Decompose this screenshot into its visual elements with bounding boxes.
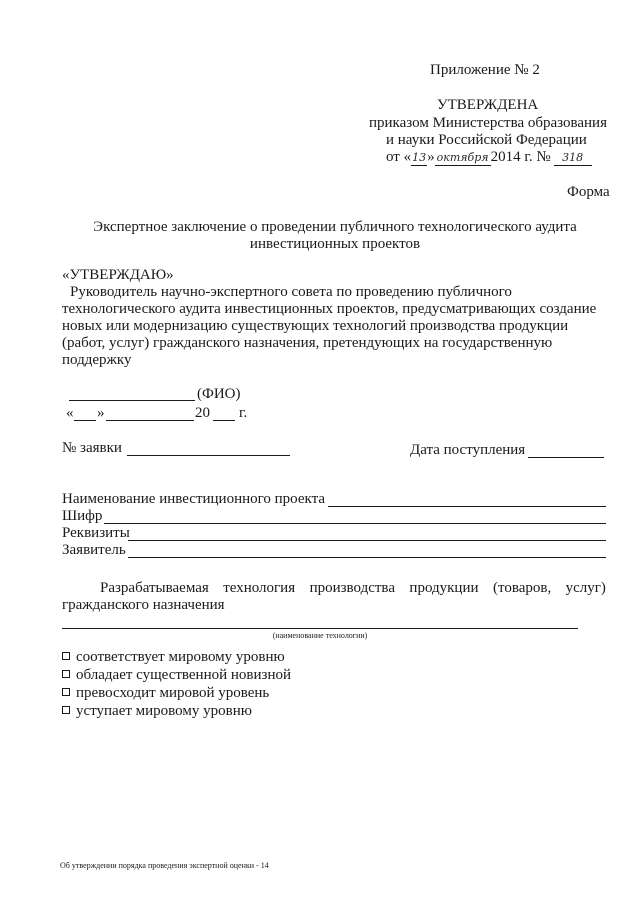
technology-word: технология bbox=[223, 580, 296, 596]
technology-word: Разрабатываемая bbox=[100, 580, 209, 596]
option-label: соответствует мировому уровню bbox=[76, 649, 285, 665]
approve-line-1: Руководитель научно-экспертного совета по проведению публичного bbox=[70, 284, 512, 300]
code-label: Шифр bbox=[62, 508, 103, 524]
order-date-year: 2014 г. № bbox=[490, 149, 551, 165]
approve-line-4: (работ, услуг) гражданского назначения, претендующих на государственную bbox=[62, 335, 553, 351]
approve-year-prefix: 20 bbox=[195, 405, 210, 421]
order-date-prefix: от « bbox=[386, 149, 412, 165]
technology-word: продукции bbox=[409, 580, 479, 596]
appendix-label: Приложение № 2 bbox=[430, 62, 540, 78]
checkbox[interactable] bbox=[62, 706, 70, 714]
applicant-field[interactable] bbox=[128, 557, 606, 558]
approve-date-open: « bbox=[66, 405, 74, 421]
approve-line-5: поддержку bbox=[62, 352, 132, 368]
approve-line-3: новых или модернизацию существующих технологий производства продукции bbox=[62, 318, 569, 334]
project-name-field[interactable] bbox=[328, 506, 606, 507]
approve-year-suffix: г. bbox=[239, 405, 248, 421]
document-title-line-2: инвестиционных проектов bbox=[249, 236, 421, 252]
checkbox[interactable] bbox=[62, 652, 70, 660]
approve-date-month-line[interactable] bbox=[106, 420, 194, 421]
approved-label: УТВЕРЖДЕНА bbox=[437, 97, 539, 113]
option-exceeds[interactable] bbox=[62, 684, 269, 702]
approve-date-day-line[interactable] bbox=[74, 420, 96, 421]
application-number-field[interactable] bbox=[127, 455, 290, 456]
order-date-month: октября bbox=[435, 150, 491, 166]
approve-heading: «УТВЕРЖДАЮ» bbox=[62, 267, 174, 283]
checkbox[interactable] bbox=[62, 688, 70, 696]
checkbox[interactable] bbox=[62, 670, 70, 678]
technology-word: услуг) bbox=[565, 580, 606, 596]
option-label: уступает мировому уровню bbox=[76, 703, 252, 719]
option-label: обладает существенной новизной bbox=[76, 667, 292, 683]
fio-label: (ФИО) bbox=[197, 386, 241, 402]
order-line-2: и науки Российской Федерации bbox=[386, 132, 587, 148]
details-field[interactable] bbox=[128, 540, 606, 541]
approve-date-close: » bbox=[97, 405, 105, 421]
order-line-1: приказом Министерства образования bbox=[369, 115, 607, 131]
order-date-line bbox=[386, 148, 592, 166]
technology-line-2: гражданского назначения bbox=[62, 597, 225, 613]
technology-name-field[interactable] bbox=[62, 628, 578, 629]
details-label: Реквизиты bbox=[62, 525, 130, 541]
document-title-line-1: Экспертное заключение о проведении публичного технологического аудита bbox=[93, 219, 577, 235]
option-inferior[interactable] bbox=[62, 702, 252, 720]
order-date-number: 318 bbox=[554, 150, 592, 166]
project-name-label: Наименование инвестиционного проекта bbox=[62, 491, 326, 507]
applicant-label: Заявитель bbox=[62, 542, 126, 558]
option-novelty[interactable] bbox=[62, 666, 291, 684]
approve-line-2: технологического аудита инвестиционных проектов, предусматривающих создание bbox=[62, 301, 597, 317]
form-label: Форма bbox=[567, 184, 610, 200]
technology-word: производства bbox=[309, 580, 395, 596]
code-field[interactable] bbox=[104, 523, 606, 524]
received-date-field[interactable] bbox=[528, 457, 604, 458]
option-world-level[interactable] bbox=[62, 648, 285, 666]
fio-signature-line[interactable] bbox=[69, 400, 195, 401]
order-date-mid: » bbox=[427, 149, 435, 165]
technology-line-1 bbox=[100, 579, 606, 597]
approve-year-line[interactable] bbox=[213, 420, 235, 421]
technology-caption: (наименование технологии) bbox=[272, 631, 368, 640]
technology-word: (товаров, bbox=[492, 580, 552, 596]
option-label: превосходит мировой уровень bbox=[76, 685, 270, 701]
page-footer: Об утверждении порядка проведения экспертной оценки - 14 bbox=[60, 861, 269, 870]
received-date-label: Дата поступления bbox=[410, 442, 526, 458]
order-date-day: 13 bbox=[412, 151, 427, 164]
application-number-label: № заявки bbox=[62, 440, 122, 456]
